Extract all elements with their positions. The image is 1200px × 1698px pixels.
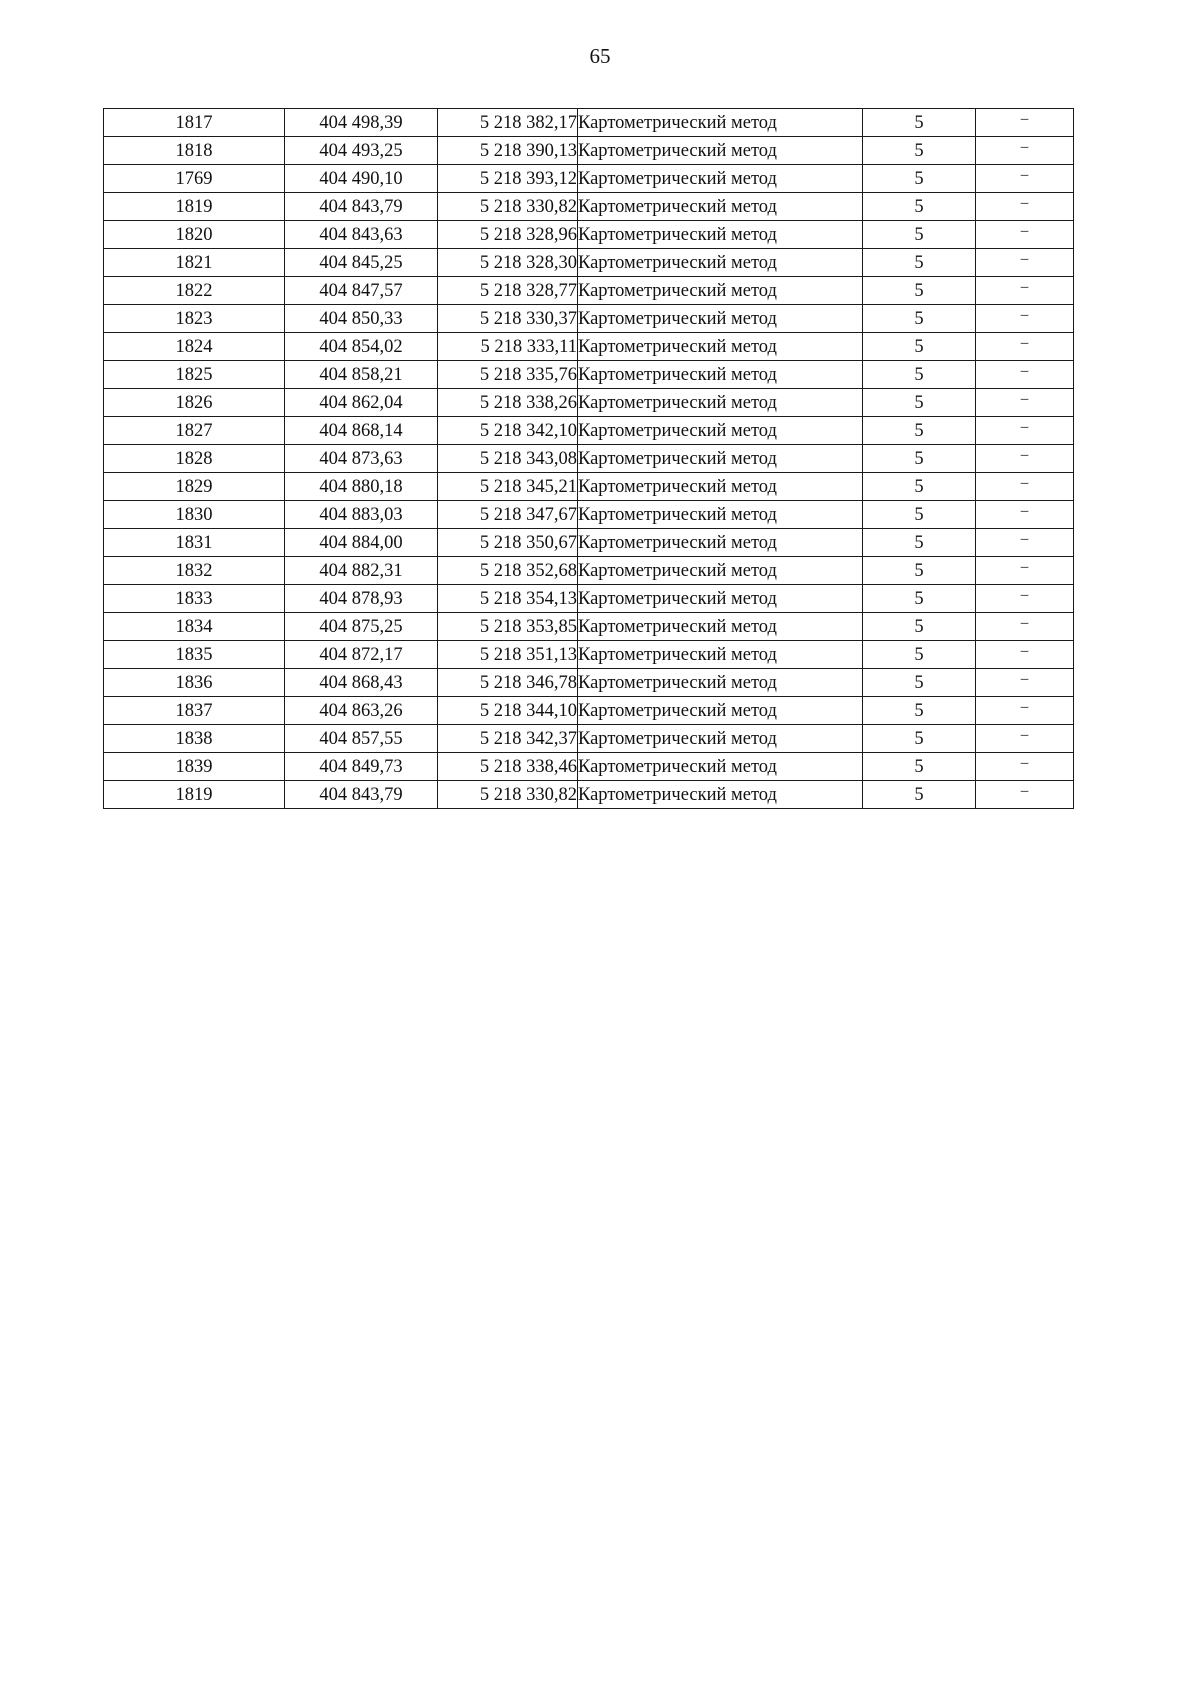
table-row <box>104 277 1074 305</box>
method-cell: Картометрический метод <box>578 725 863 753</box>
accuracy-cell: 5 <box>863 781 976 809</box>
dash-mark: – <box>1020 167 1029 183</box>
y-coordinate-cell: 5 218 338,46 <box>438 753 578 781</box>
accuracy-cell: 5 <box>863 613 976 641</box>
y-coordinate-cell: 5 218 328,96 <box>438 221 578 249</box>
dash-mark: – <box>1020 755 1029 771</box>
description-cell <box>976 697 1074 725</box>
table-row <box>104 585 1074 613</box>
table-row <box>104 389 1074 417</box>
method-cell: Картометрический метод <box>578 193 863 221</box>
table-row <box>104 641 1074 669</box>
dash-mark: – <box>1020 727 1029 743</box>
accuracy-cell: 5 <box>863 697 976 725</box>
table-row <box>104 725 1074 753</box>
x-coordinate-cell: 404 850,33 <box>285 305 438 333</box>
point-number-cell: 1821 <box>104 249 285 277</box>
description-cell <box>976 249 1074 277</box>
point-number-cell: 1818 <box>104 137 285 165</box>
description-cell <box>976 501 1074 529</box>
table-row <box>104 669 1074 697</box>
description-cell <box>976 137 1074 165</box>
point-number-cell: 1769 <box>104 165 285 193</box>
method-cell: Картометрический метод <box>578 333 863 361</box>
point-number-cell: 1833 <box>104 585 285 613</box>
method-cell: Картометрический метод <box>578 221 863 249</box>
table-row <box>104 109 1074 137</box>
x-coordinate-cell: 404 884,00 <box>285 529 438 557</box>
y-coordinate-cell: 5 218 328,77 <box>438 277 578 305</box>
description-cell <box>976 641 1074 669</box>
point-number-cell: 1835 <box>104 641 285 669</box>
method-cell: Картометрический метод <box>578 501 863 529</box>
description-cell <box>976 473 1074 501</box>
y-coordinate-cell: 5 218 351,13 <box>438 641 578 669</box>
point-number-cell: 1819 <box>104 781 285 809</box>
y-coordinate-cell: 5 218 338,26 <box>438 389 578 417</box>
dash-mark: – <box>1020 223 1029 239</box>
y-coordinate-cell: 5 218 350,67 <box>438 529 578 557</box>
accuracy-cell: 5 <box>863 501 976 529</box>
point-number-cell: 1839 <box>104 753 285 781</box>
y-coordinate-cell: 5 218 347,67 <box>438 501 578 529</box>
y-coordinate-cell: 5 218 335,76 <box>438 361 578 389</box>
y-coordinate-cell: 5 218 346,78 <box>438 669 578 697</box>
page-number: 65 <box>589 44 611 68</box>
description-cell <box>976 669 1074 697</box>
accuracy-cell: 5 <box>863 333 976 361</box>
table-row <box>104 221 1074 249</box>
accuracy-cell: 5 <box>863 305 976 333</box>
x-coordinate-cell: 404 493,25 <box>285 137 438 165</box>
x-coordinate-cell: 404 883,03 <box>285 501 438 529</box>
point-number-cell: 1820 <box>104 221 285 249</box>
accuracy-cell: 5 <box>863 249 976 277</box>
x-coordinate-cell: 404 858,21 <box>285 361 438 389</box>
description-cell <box>976 529 1074 557</box>
y-coordinate-cell: 5 218 328,30 <box>438 249 578 277</box>
table-row <box>104 753 1074 781</box>
table-row <box>104 361 1074 389</box>
accuracy-cell: 5 <box>863 725 976 753</box>
description-cell <box>976 753 1074 781</box>
table-row <box>104 137 1074 165</box>
accuracy-cell: 5 <box>863 417 976 445</box>
x-coordinate-cell: 404 843,63 <box>285 221 438 249</box>
table-row <box>104 417 1074 445</box>
y-coordinate-cell: 5 218 330,37 <box>438 305 578 333</box>
y-coordinate-cell: 5 218 353,85 <box>438 613 578 641</box>
method-cell: Картометрический метод <box>578 445 863 473</box>
description-cell <box>976 109 1074 137</box>
x-coordinate-cell: 404 862,04 <box>285 389 438 417</box>
point-number-cell: 1822 <box>104 277 285 305</box>
method-cell: Картометрический метод <box>578 165 863 193</box>
coordinates-table-body <box>104 109 1074 809</box>
description-cell <box>976 585 1074 613</box>
method-cell: Картометрический метод <box>578 305 863 333</box>
dash-mark: – <box>1020 251 1029 267</box>
point-number-cell: 1825 <box>104 361 285 389</box>
method-cell: Картометрический метод <box>578 585 863 613</box>
y-coordinate-cell: 5 218 390,13 <box>438 137 578 165</box>
table-row <box>104 529 1074 557</box>
point-number-cell: 1823 <box>104 305 285 333</box>
y-coordinate-cell: 5 218 345,21 <box>438 473 578 501</box>
description-cell <box>976 445 1074 473</box>
description-cell <box>976 361 1074 389</box>
dash-mark: – <box>1020 503 1029 519</box>
dash-mark: – <box>1020 391 1029 407</box>
y-coordinate-cell: 5 218 352,68 <box>438 557 578 585</box>
y-coordinate-cell: 5 218 344,10 <box>438 697 578 725</box>
description-cell <box>976 305 1074 333</box>
point-number-cell: 1824 <box>104 333 285 361</box>
dash-mark: – <box>1020 419 1029 435</box>
method-cell: Картометрический метод <box>578 473 863 501</box>
accuracy-cell: 5 <box>863 529 976 557</box>
y-coordinate-cell: 5 218 393,12 <box>438 165 578 193</box>
dash-mark: – <box>1020 111 1029 127</box>
method-cell: Картометрический метод <box>578 417 863 445</box>
table-row <box>104 613 1074 641</box>
x-coordinate-cell: 404 875,25 <box>285 613 438 641</box>
table-row <box>104 697 1074 725</box>
dash-mark: – <box>1020 587 1029 603</box>
accuracy-cell: 5 <box>863 165 976 193</box>
table-row <box>104 557 1074 585</box>
point-number-cell: 1834 <box>104 613 285 641</box>
dash-mark: – <box>1020 531 1029 547</box>
x-coordinate-cell: 404 843,79 <box>285 193 438 221</box>
description-cell <box>976 389 1074 417</box>
dash-mark: – <box>1020 195 1029 211</box>
y-coordinate-cell: 5 218 342,37 <box>438 725 578 753</box>
method-cell: Картометрический метод <box>578 641 863 669</box>
description-cell <box>976 165 1074 193</box>
point-number-cell: 1819 <box>104 193 285 221</box>
y-coordinate-cell: 5 218 354,13 <box>438 585 578 613</box>
dash-mark: – <box>1020 363 1029 379</box>
x-coordinate-cell: 404 857,55 <box>285 725 438 753</box>
method-cell: Картометрический метод <box>578 389 863 417</box>
accuracy-cell: 5 <box>863 361 976 389</box>
x-coordinate-cell: 404 872,17 <box>285 641 438 669</box>
description-cell <box>976 193 1074 221</box>
description-cell <box>976 333 1074 361</box>
x-coordinate-cell: 404 880,18 <box>285 473 438 501</box>
dash-mark: – <box>1020 643 1029 659</box>
method-cell: Картометрический метод <box>578 361 863 389</box>
y-coordinate-cell: 5 218 330,82 <box>438 193 578 221</box>
table-row <box>104 501 1074 529</box>
point-number-cell: 1838 <box>104 725 285 753</box>
point-number-cell: 1826 <box>104 389 285 417</box>
method-cell: Картометрический метод <box>578 557 863 585</box>
x-coordinate-cell: 404 882,31 <box>285 557 438 585</box>
description-cell <box>976 725 1074 753</box>
table-row <box>104 445 1074 473</box>
method-cell: Картометрический метод <box>578 137 863 165</box>
method-cell: Картометрический метод <box>578 781 863 809</box>
accuracy-cell: 5 <box>863 585 976 613</box>
method-cell: Картометрический метод <box>578 109 863 137</box>
method-cell: Картометрический метод <box>578 277 863 305</box>
x-coordinate-cell: 404 845,25 <box>285 249 438 277</box>
x-coordinate-cell: 404 863,26 <box>285 697 438 725</box>
dash-mark: – <box>1020 475 1029 491</box>
x-coordinate-cell: 404 843,79 <box>285 781 438 809</box>
point-number-cell: 1827 <box>104 417 285 445</box>
accuracy-cell: 5 <box>863 753 976 781</box>
description-cell <box>976 781 1074 809</box>
point-number-cell: 1830 <box>104 501 285 529</box>
accuracy-cell: 5 <box>863 109 976 137</box>
table-row <box>104 333 1074 361</box>
x-coordinate-cell: 404 847,57 <box>285 277 438 305</box>
y-coordinate-cell: 5 218 333,11 <box>438 333 578 361</box>
x-coordinate-cell: 404 490,10 <box>285 165 438 193</box>
accuracy-cell: 5 <box>863 277 976 305</box>
dash-mark: – <box>1020 699 1029 715</box>
x-coordinate-cell: 404 868,14 <box>285 417 438 445</box>
method-cell: Картометрический метод <box>578 249 863 277</box>
dash-mark: – <box>1020 335 1029 351</box>
description-cell <box>976 557 1074 585</box>
description-cell <box>976 221 1074 249</box>
accuracy-cell: 5 <box>863 193 976 221</box>
description-cell <box>976 277 1074 305</box>
dash-mark: – <box>1020 447 1029 463</box>
accuracy-cell: 5 <box>863 641 976 669</box>
point-number-cell: 1831 <box>104 529 285 557</box>
accuracy-cell: 5 <box>863 389 976 417</box>
method-cell: Картометрический метод <box>578 753 863 781</box>
accuracy-cell: 5 <box>863 473 976 501</box>
x-coordinate-cell: 404 854,02 <box>285 333 438 361</box>
table-row <box>104 165 1074 193</box>
y-coordinate-cell: 5 218 382,17 <box>438 109 578 137</box>
dash-mark: – <box>1020 615 1029 631</box>
x-coordinate-cell: 404 878,93 <box>285 585 438 613</box>
method-cell: Картометрический метод <box>578 613 863 641</box>
description-cell <box>976 417 1074 445</box>
x-coordinate-cell: 404 849,73 <box>285 753 438 781</box>
method-cell: Картометрический метод <box>578 697 863 725</box>
x-coordinate-cell: 404 498,39 <box>285 109 438 137</box>
accuracy-cell: 5 <box>863 557 976 585</box>
dash-mark: – <box>1020 279 1029 295</box>
x-coordinate-cell: 404 868,43 <box>285 669 438 697</box>
accuracy-cell: 5 <box>863 669 976 697</box>
dash-mark: – <box>1020 139 1029 155</box>
coordinates-table <box>103 108 1074 809</box>
table-row <box>104 249 1074 277</box>
dash-mark: – <box>1020 559 1029 575</box>
table-row <box>104 473 1074 501</box>
point-number-cell: 1837 <box>104 697 285 725</box>
table-row <box>104 781 1074 809</box>
point-number-cell: 1828 <box>104 445 285 473</box>
accuracy-cell: 5 <box>863 137 976 165</box>
point-number-cell: 1817 <box>104 109 285 137</box>
x-coordinate-cell: 404 873,63 <box>285 445 438 473</box>
point-number-cell: 1836 <box>104 669 285 697</box>
table-row <box>104 305 1074 333</box>
method-cell: Картометрический метод <box>578 669 863 697</box>
dash-mark: – <box>1020 671 1029 687</box>
y-coordinate-cell: 5 218 343,08 <box>438 445 578 473</box>
point-number-cell: 1832 <box>104 557 285 585</box>
dash-mark: – <box>1020 783 1029 799</box>
table-row <box>104 193 1074 221</box>
description-cell <box>976 613 1074 641</box>
method-cell: Картометрический метод <box>578 529 863 557</box>
accuracy-cell: 5 <box>863 445 976 473</box>
y-coordinate-cell: 5 218 342,10 <box>438 417 578 445</box>
accuracy-cell: 5 <box>863 221 976 249</box>
y-coordinate-cell: 5 218 330,82 <box>438 781 578 809</box>
point-number-cell: 1829 <box>104 473 285 501</box>
dash-mark: – <box>1020 307 1029 323</box>
